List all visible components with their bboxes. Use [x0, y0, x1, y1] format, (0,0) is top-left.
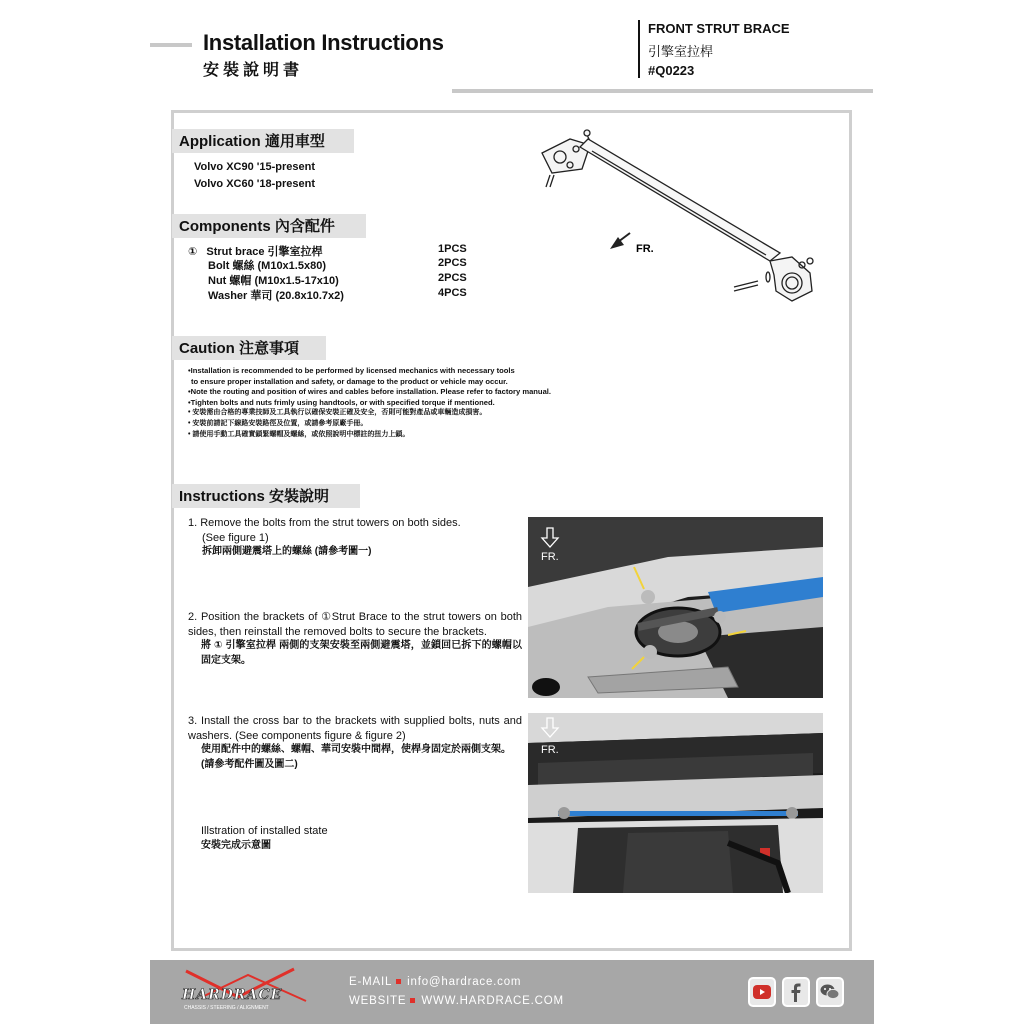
step-text: 1. Remove the bolts from the strut towers on both sides.	[188, 517, 461, 529]
facebook-icon[interactable]	[782, 977, 810, 1007]
caution-line: • 安裝需由合格的專業技師及工具執行以確保安裝正確及安全，否則可能對產品或車輛造成損害。	[188, 409, 487, 417]
component-name: Bolt 螺絲 (M10x1.5x80)	[208, 260, 326, 272]
header-decor-line	[452, 89, 873, 93]
model-item: Volvo XC60 '18-present	[194, 178, 316, 190]
section-header-caution	[172, 336, 326, 360]
step-text-cn: 拆卸兩側避震塔上的螺絲 (請參考圖一)	[202, 546, 372, 558]
component-row	[208, 257, 508, 273]
section-header-instructions	[172, 484, 360, 508]
strut-brace-diagram	[530, 125, 830, 315]
component-index: ①	[188, 246, 198, 258]
logo-tagline: CHASSIS / STEERING / ALIGNMENT	[184, 1005, 269, 1011]
instruction-step-3	[188, 714, 522, 772]
fr-arrow-icon	[610, 233, 630, 249]
instruction-step-1	[188, 516, 522, 560]
section-title: Components	[179, 218, 271, 235]
product-name: FRONT STRUT BRACE	[648, 21, 790, 36]
website-label: WEBSITE	[349, 995, 407, 1007]
fr-label: FR.	[636, 243, 654, 255]
youtube-icon[interactable]	[748, 977, 776, 1007]
figure-1-illustration	[528, 517, 823, 698]
step-text-cn: 使用配件中的螺絲、螺帽、華司安裝中間桿，使桿身固定於兩側支架。	[201, 744, 511, 756]
caution-line: •Tighten bolts and nuts frimly using handtools, or with specified torque if mentioned.	[188, 397, 495, 407]
section-title-cn: 適用車型	[264, 132, 325, 150]
caution-text	[188, 366, 608, 440]
caution-line: to ensure proper installation and safety, or damage to the product or vehicle may occur.	[191, 376, 508, 386]
page-title: Installation Instructions	[203, 30, 444, 55]
component-name: Nut 螺帽 (M10x1.5-17x10)	[208, 275, 339, 287]
component-row	[208, 287, 508, 303]
section-header-components	[172, 214, 366, 238]
hardrace-logo	[178, 967, 318, 1011]
figure-2-illustration	[528, 713, 823, 893]
illustration-caption	[201, 824, 535, 853]
illustration-label: Illstration of installed state	[201, 825, 328, 837]
caution-line: • 安裝前請記下線路安裝路徑及位置，或請參考原廠手冊。	[188, 419, 368, 427]
photo-fr-label: FR.	[541, 551, 559, 563]
step-text: 2. Position the brackets of ①Strut Brace to the strut towers on both sides, then reinstall the removed bolts to secure the brackets.	[188, 611, 522, 638]
product-code: #Q0223	[648, 63, 695, 78]
fr-arrow-icon	[540, 527, 560, 549]
component-qty: 2PCS	[438, 257, 467, 269]
logo-brand: HARDRACE	[182, 987, 283, 1003]
header-divider	[638, 20, 640, 78]
bullet-square	[410, 998, 415, 1003]
section-title-cn: 注意事項	[239, 339, 300, 357]
section-header-application	[172, 129, 354, 153]
illustration-label-cn: 安裝完成示意圖	[201, 839, 271, 851]
caution-line: •Note the routing and position of wires and cables before installation. Please refer to factory manual.	[188, 387, 552, 397]
component-qty: 1PCS	[438, 243, 467, 255]
step-text-cn: (請參考配件圖及圖二)	[201, 758, 298, 770]
component-qty: 4PCS	[438, 287, 467, 299]
step-text: 3. Install the cross bar to the brackets with supplied bolts, nuts and washers. (See components figure & figure 2)	[188, 715, 522, 742]
component-row	[208, 272, 508, 288]
model-item: Volvo XC90 '15-present	[194, 161, 316, 173]
footer-website	[349, 995, 564, 1007]
product-name-cn: 引擎室拉桿	[648, 44, 714, 59]
figure-2-photo	[528, 713, 823, 893]
fr-arrow-icon	[540, 717, 560, 739]
component-name: Washer 華司 (20.8x10.7x2)	[208, 290, 344, 302]
step-text-cn: 將 ① 引擎室拉桿 兩側的支架安裝至兩側避震塔，並鎖回已拆下的螺帽以固定支架。	[201, 640, 522, 666]
step-text: (See figure 1)	[202, 531, 269, 544]
page-title-cn: 安裝說明書	[203, 60, 304, 79]
email-link[interactable]: info@hardrace.com	[407, 976, 522, 988]
website-link[interactable]: WWW.HARDRACE.COM	[421, 995, 564, 1007]
section-title: Application	[179, 133, 261, 150]
email-label: E-MAIL	[349, 976, 393, 988]
caution-line: •Installation is recommended to be performed by licensed mechanics with necessary tools	[188, 366, 515, 375]
caution-line: • 請使用手動工具確實鎖緊螺帽及螺絲，或依照說明中標註的扭力上鎖。	[188, 430, 410, 438]
component-name: Strut brace 引擎室拉桿	[206, 246, 323, 258]
bullet-square	[396, 979, 401, 984]
photo-fr-label: FR.	[541, 744, 559, 756]
footer-email	[349, 976, 521, 988]
figure-1-photo	[528, 517, 823, 698]
header-decor-line	[150, 43, 192, 47]
section-title-cn: 安裝說明	[269, 487, 330, 505]
instruction-step-2	[188, 610, 522, 668]
section-title: Caution	[179, 340, 235, 357]
section-title: Instructions	[179, 488, 265, 505]
component-qty: 2PCS	[438, 272, 467, 284]
wechat-icon[interactable]	[816, 977, 844, 1007]
section-title-cn: 內含配件	[274, 217, 335, 235]
